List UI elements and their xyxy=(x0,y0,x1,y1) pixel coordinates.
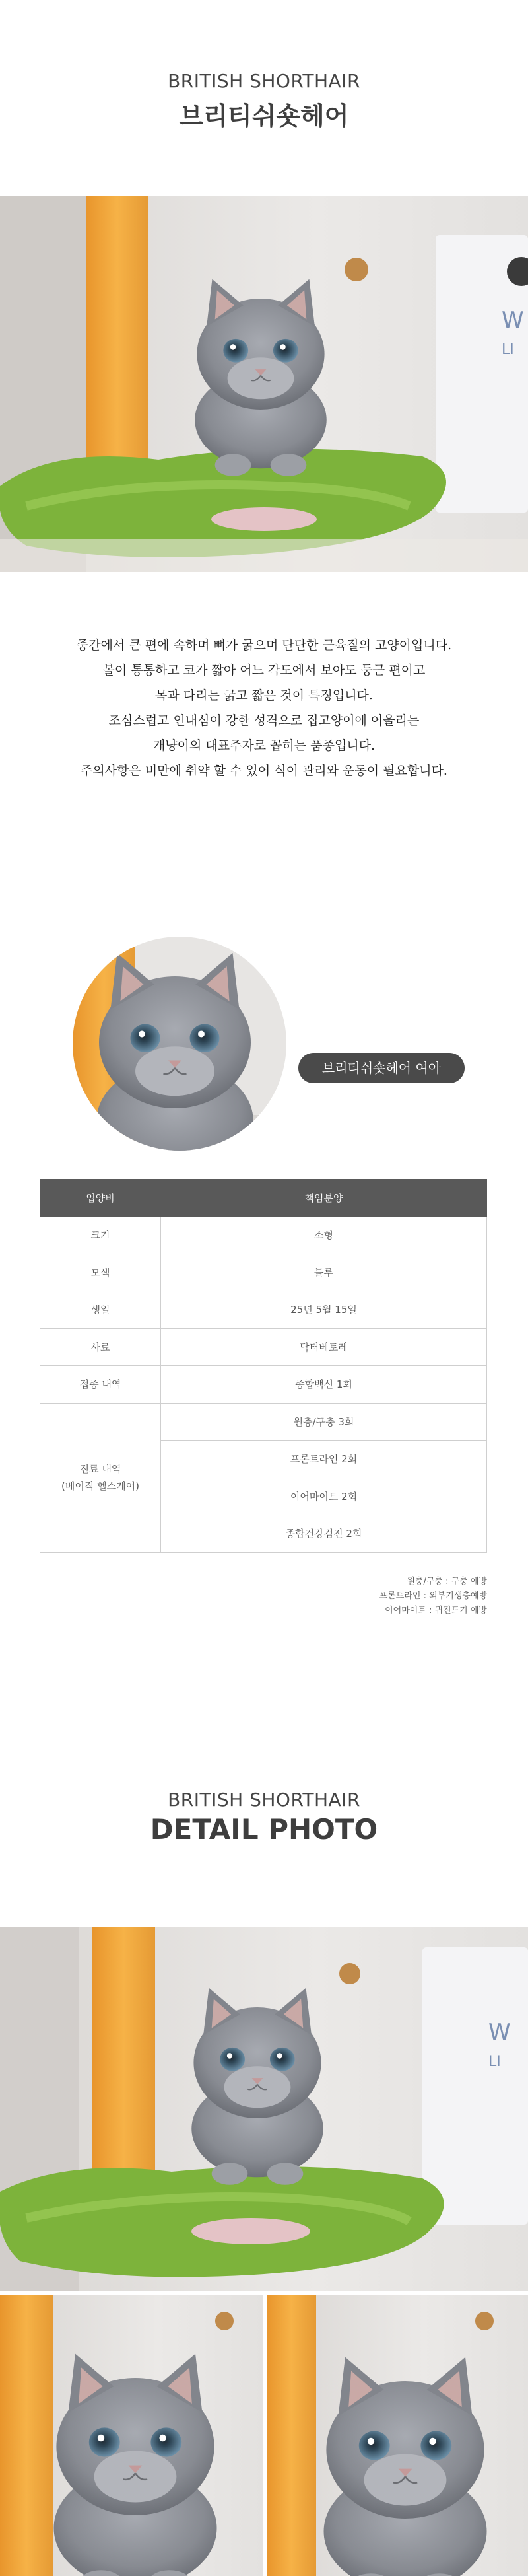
note-line: 이어마이트 : 귀진드기 예방 xyxy=(385,1606,487,1616)
row-label: 모색 xyxy=(40,1254,161,1291)
description-line: 조심스럽고 인내심이 강한 성격으로 집고양이에 어울리는 xyxy=(108,713,420,728)
description-line: 주의사항은 비만에 취약 할 수 있어 식이 관리와 운동이 필요합니다. xyxy=(81,764,447,778)
table-row xyxy=(40,1291,487,1329)
svg-text:W: W xyxy=(488,2019,511,2046)
cat-name-tag: 브리티쉬숏헤어 여아 xyxy=(298,1053,465,1083)
row-label: 크기 xyxy=(40,1217,161,1254)
note-line: 프론트라인 : 외부기생충예방 xyxy=(379,1591,487,1601)
detail-photo-title: DETAIL PHOTO xyxy=(150,1813,378,1845)
description-line: 중간에서 큰 편에 속하며 뼈가 굵으며 단단한 근육질의 고양이입니다. xyxy=(76,638,452,653)
hero-cat-photo xyxy=(0,196,528,572)
row-value: 닥터베토레 xyxy=(161,1328,487,1366)
table-row xyxy=(40,1366,487,1404)
profile-cat-photo xyxy=(73,937,286,1151)
breed-korean-title: 브리티쉬숏헤어 xyxy=(179,102,349,131)
table-row xyxy=(40,1217,487,1254)
medical-item: 원충/구충 3회 xyxy=(161,1403,487,1441)
medical-label-line: 진료 내역 xyxy=(79,1463,121,1475)
medical-item: 이어마이트 2회 xyxy=(161,1478,487,1515)
description-line: 볼이 통통하고 코가 짧아 어느 각도에서 보아도 둥근 편이고 xyxy=(102,663,426,678)
treatment-notes xyxy=(380,1575,487,1618)
svg-text:W: W xyxy=(502,307,524,334)
breed-description xyxy=(0,633,528,783)
description-line: 개냥이의 대표주자로 꼽히는 품종입니다. xyxy=(152,738,376,753)
description-line: 목과 다리는 굵고 짧은 것이 특징입니다. xyxy=(155,688,373,703)
detail-cat-photo-left xyxy=(0,2295,263,2576)
table-row xyxy=(40,1254,487,1291)
medical-history-label xyxy=(40,1403,161,1552)
adoption-info-table xyxy=(40,1179,487,1553)
table-header-row xyxy=(40,1180,487,1217)
note-line: 원충/구충 : 구충 예방 xyxy=(407,1577,487,1587)
detail-header xyxy=(0,1789,528,1845)
table-header-type: 책임분양 xyxy=(161,1180,487,1217)
detail-cat-photo-right xyxy=(267,2295,528,2576)
breed-english-title: BRITISH SHORTHAIR xyxy=(168,70,360,92)
intro-header xyxy=(0,70,528,132)
table-header-fee: 입양비 xyxy=(40,1180,161,1217)
row-label: 접종 내역 xyxy=(40,1366,161,1404)
detail-cat-photo-large xyxy=(0,1927,528,2291)
svg-text:LI: LI xyxy=(488,2054,501,2070)
detail-english-title: BRITISH SHORTHAIR xyxy=(168,1789,360,1810)
row-label: 사료 xyxy=(40,1328,161,1366)
row-label: 생일 xyxy=(40,1291,161,1329)
table-row xyxy=(40,1403,487,1441)
medical-label-line: (베이직 헬스케어) xyxy=(61,1480,139,1492)
table-row xyxy=(40,1328,487,1366)
row-value: 소형 xyxy=(161,1217,487,1254)
row-value: 블루 xyxy=(161,1254,487,1291)
svg-text:LI: LI xyxy=(502,341,514,358)
row-value: 25년 5월 15일 xyxy=(161,1291,487,1329)
row-value: 종합백신 1회 xyxy=(161,1366,487,1404)
medical-item: 프론트라인 2회 xyxy=(161,1441,487,1478)
medical-item: 종합건강검진 2회 xyxy=(161,1515,487,1553)
